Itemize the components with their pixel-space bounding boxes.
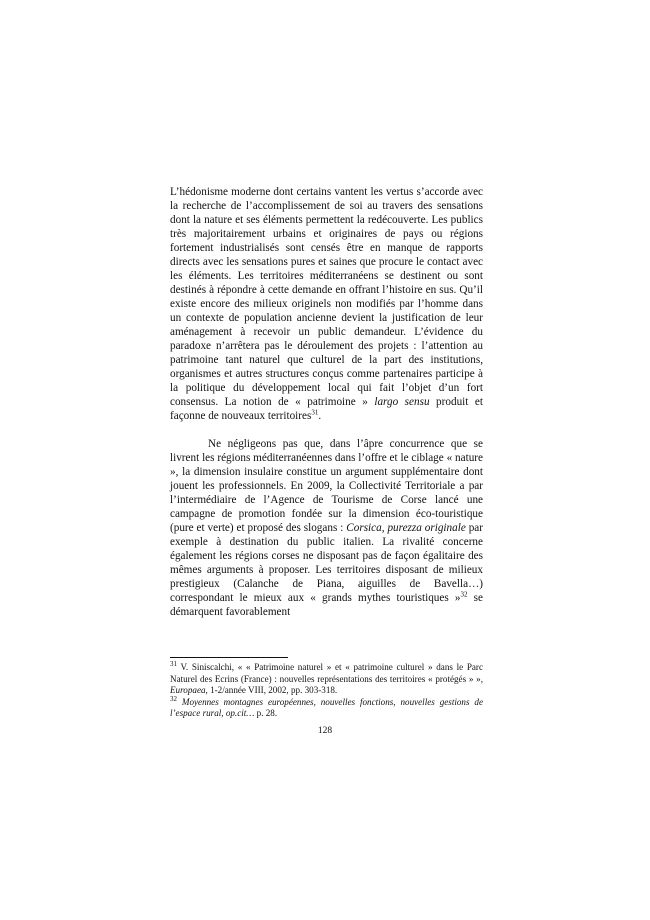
- p1-end: .: [318, 410, 322, 422]
- footnote-italic: Moyennes montagnes européennes, nouvelles fonctions, nouvelles gestions de l’espace rural: [170, 696, 483, 718]
- footnote-31: [170, 659, 483, 697]
- footnote-ref-32[interactable]: 32: [460, 590, 468, 599]
- footnote-text: ,: [221, 708, 226, 718]
- footnote-32: [170, 694, 483, 720]
- p1-text-cont: produit et façonne de nouveaux territoires: [170, 396, 483, 422]
- p1-text: L’hédonisme moderne dont certains vantent les vertus s’accorde avec la recherche de l’accomplissement de soi au travers des sensations dont la nature et ses éléments permettent la redécouverte. Les publics très majoritairement urbains et originaires de pays ou régions fortement industrialisés sont censés être en manque de rapports directs avec les sensations pures et saines que procure le contact avec les éléments. Les territoires méditerranéens se destinent ou sont destinés à répondre à cette demande en offrant l’histoire en sus. Qu’il existe encore des milieux originels non modifiés par l’homme dans un contexte de population ancienne devient la justification de leur aménagement à recevoir un public demandeur. L’évidence du paradoxe n’arrêtera pas le déroulement des projets : l’attention au patrimoine tant naturel que culturel de la part des institutions, organismes et autres structures conçus comme partenaires participe à la politique du développement local qui fait l’objet d’un fort consensus. La notion de « patrimoine »: [170, 186, 483, 408]
- p2-text: Ne négligeons pas que, dans l’âpre concurrence que se livrent les régions méditerranéennes dans l’offre et le ciblage « nature », la dimension insulaire constitue un argument supplémentaire dont jouent les professionnels. En 2009, la Collectivité Territoriale a par l’intermédiaire de l’Agence de Tourisme de Corse lancé une campagne de promotion fondée sur la dimension éco-touristique (pure et verte) et proposé des slogans :: [170, 438, 483, 534]
- page-number: 128: [317, 726, 333, 736]
- p1-italic: largo sensu: [374, 396, 430, 408]
- footnote-number: 32: [170, 694, 177, 703]
- footnotes: [170, 659, 483, 720]
- footnote-separator: [170, 657, 288, 658]
- footnote-text: V. Siniscalchi, « « Patrimoine naturel » et « patrimoine culturel » dans le Parc Naturel des Ecrins (France) : nouvelles représentations des territoires « protégés » »,: [170, 662, 483, 684]
- paragraph-1: [170, 185, 483, 423]
- body-text: [170, 185, 483, 619]
- footnote-text-cont: p. 28.: [254, 708, 278, 718]
- p2-end: se démarquent favorablement: [170, 592, 483, 618]
- footnote-text-cont: 1-2/année VIII, 2002, pp. 303-318.: [207, 685, 338, 695]
- paragraph-2: [170, 437, 483, 619]
- footnote-italic-2: op.cit…: [225, 708, 255, 718]
- footnote-number: 31: [170, 659, 177, 668]
- p2-italic: Corsica, purezza originale: [346, 522, 466, 534]
- footnote-ref-31[interactable]: 31: [311, 408, 319, 417]
- footnote-italic: Europaea,: [170, 685, 208, 695]
- p2-text-cont: par exemple à destination du public italien. La rivalité concerne également les régions corses ne disposant pas de façon égalitaire des mêmes arguments à proposer. Les territoires disposant de milieux prestigieux (Calanche de Piana, aiguilles de Bavella…) correspondant le mieux aux « grands mythes touristiques »: [170, 522, 483, 604]
